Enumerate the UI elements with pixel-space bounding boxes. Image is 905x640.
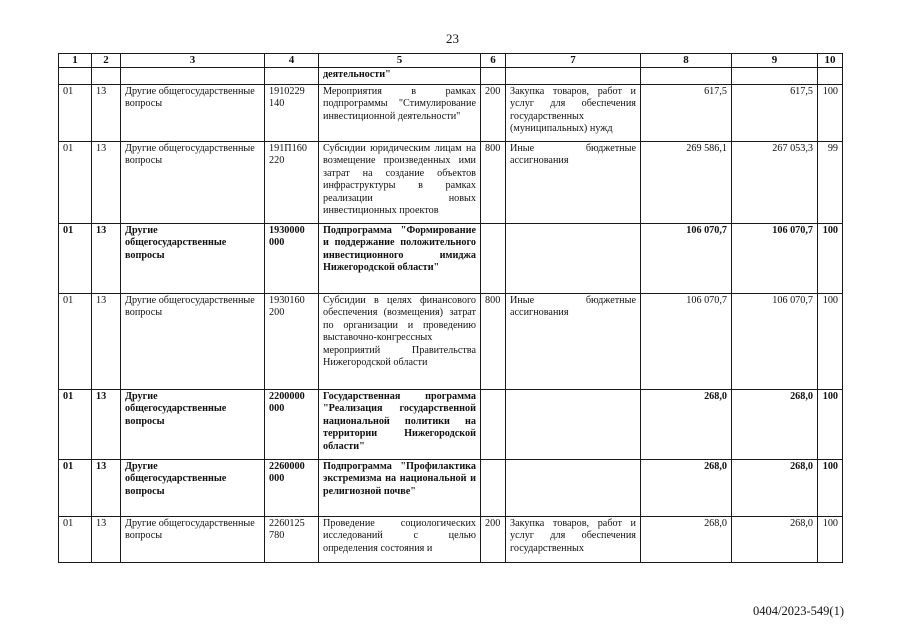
approved-amount-cell: 106 070,7 (641, 294, 732, 390)
subsection-code-cell: 13 (92, 224, 121, 294)
execution-percent-cell: 100 (818, 294, 843, 390)
expense-type-name-cell (506, 68, 641, 85)
document-number: 0404/2023-549(1) (753, 604, 844, 618)
expense-type-code-cell (481, 390, 506, 460)
column-header-6: 6 (481, 54, 506, 68)
column-header-1: 1 (59, 54, 92, 68)
table-row (59, 68, 843, 85)
section-code-cell: 01 (59, 460, 92, 517)
target-article-code-cell: 2260000 000 (265, 460, 319, 517)
article-name-cell: Мероприятия в рамках подпрограммы "Стимулирование инвестиционной деятельности" (319, 85, 481, 142)
approved-amount-cell: 269 586,1 (641, 142, 732, 224)
column-header-8: 8 (641, 54, 732, 68)
section-name-cell: Другие общегосударственные вопросы (121, 460, 265, 517)
section-name-cell: Другие общегосударственные вопросы (121, 85, 265, 142)
section-name-cell: Другие общегосударственные вопросы (121, 390, 265, 460)
page-number: 23 (446, 31, 459, 46)
subsection-code-cell: 13 (92, 460, 121, 517)
table-row (59, 390, 843, 460)
execution-percent-cell: 100 (818, 460, 843, 517)
execution-percent-cell: 100 (818, 517, 843, 563)
expense-type-code-cell (481, 68, 506, 85)
table-row (59, 224, 843, 294)
table-row (59, 294, 843, 390)
table-row (59, 517, 843, 563)
execution-percent-cell: 99 (818, 142, 843, 224)
target-article-code-cell: 1910229 140 (265, 85, 319, 142)
article-name-cell: Субсидии юридическим лицам на возмещение произведенных ими затрат на создание объектов инфраструктуры в рамках реализации новых инвестиционных проектов (319, 142, 481, 224)
section-name-cell: Другие общегосударственные вопросы (121, 517, 265, 563)
execution-percent-cell: 100 (818, 224, 843, 294)
approved-amount-cell: 268,0 (641, 460, 732, 517)
expense-type-name-cell (506, 224, 641, 294)
section-code-cell: 01 (59, 224, 92, 294)
executed-amount-cell: 106 070,7 (732, 224, 818, 294)
article-name-cell: Подпрограмма "Формирование и поддержание положительного инвестиционного имиджа Нижегородской области" (319, 224, 481, 294)
target-article-code-cell (265, 68, 319, 85)
expense-type-code-cell (481, 224, 506, 294)
table-row (59, 460, 843, 517)
execution-percent-cell (818, 68, 843, 85)
column-header-9: 9 (732, 54, 818, 68)
expense-type-name-cell (506, 390, 641, 460)
subsection-code-cell: 13 (92, 85, 121, 142)
executed-amount-cell: 106 070,7 (732, 294, 818, 390)
budget-table (58, 53, 843, 563)
section-code-cell: 01 (59, 390, 92, 460)
executed-amount-cell: 267 053,3 (732, 142, 818, 224)
section-code-cell: 01 (59, 85, 92, 142)
column-header-7: 7 (506, 54, 641, 68)
section-code-cell (59, 68, 92, 85)
expense-type-name-cell (506, 460, 641, 517)
section-name-cell: Другие общегосударственные вопросы (121, 224, 265, 294)
executed-amount-cell: 617,5 (732, 85, 818, 142)
target-article-code-cell: 1930000 000 (265, 224, 319, 294)
column-header-4: 4 (265, 54, 319, 68)
expense-type-name-cell: Иные бюджетные ассигнования (506, 142, 641, 224)
header-row (59, 54, 843, 68)
column-header-2: 2 (92, 54, 121, 68)
expense-type-name-cell: Иные бюджетные ассигнования (506, 294, 641, 390)
executed-amount-cell: 268,0 (732, 390, 818, 460)
expense-type-code-cell: 200 (481, 85, 506, 142)
table-row (59, 85, 843, 142)
table-row (59, 142, 843, 224)
section-code-cell: 01 (59, 294, 92, 390)
expense-type-code-cell (481, 460, 506, 517)
approved-amount-cell (641, 68, 732, 85)
subsection-code-cell: 13 (92, 390, 121, 460)
section-name-cell: Другие общегосударственные вопросы (121, 294, 265, 390)
executed-amount-cell (732, 68, 818, 85)
article-name-cell: Подпрограмма "Профилактика экстремизма на национальной и религиозной почве" (319, 460, 481, 517)
subsection-code-cell: 13 (92, 517, 121, 563)
approved-amount-cell: 617,5 (641, 85, 732, 142)
article-name-cell: Субсидии в целях финансового обеспечения (возмещения) затрат по организации и проведению выставочно-конгрессных мероприятий Правительства Нижегородской области (319, 294, 481, 390)
approved-amount-cell: 106 070,7 (641, 224, 732, 294)
section-name-cell (121, 68, 265, 85)
expense-type-code-cell: 800 (481, 294, 506, 390)
expense-type-name-cell: Закупка товаров, работ и услуг для обеспечения государственных (506, 517, 641, 563)
execution-percent-cell: 100 (818, 390, 843, 460)
column-header-10: 10 (818, 54, 843, 68)
target-article-code-cell: 1930160 200 (265, 294, 319, 390)
approved-amount-cell: 268,0 (641, 390, 732, 460)
executed-amount-cell: 268,0 (732, 517, 818, 563)
column-header-3: 3 (121, 54, 265, 68)
target-article-code-cell: 191П160 220 (265, 142, 319, 224)
section-code-cell: 01 (59, 142, 92, 224)
expense-type-code-cell: 800 (481, 142, 506, 224)
subsection-code-cell: 13 (92, 142, 121, 224)
section-code-cell: 01 (59, 517, 92, 563)
article-name-cell: деятельности" (319, 68, 481, 85)
subsection-code-cell: 13 (92, 294, 121, 390)
section-name-cell: Другие общегосударственные вопросы (121, 142, 265, 224)
executed-amount-cell: 268,0 (732, 460, 818, 517)
target-article-code-cell: 2260125 780 (265, 517, 319, 563)
target-article-code-cell: 2200000 000 (265, 390, 319, 460)
subsection-code-cell (92, 68, 121, 85)
expense-type-code-cell: 200 (481, 517, 506, 563)
article-name-cell: Проведение социологических исследований с целью определения состояния и (319, 517, 481, 563)
column-header-5: 5 (319, 54, 481, 68)
execution-percent-cell: 100 (818, 85, 843, 142)
article-name-cell: Государственная программа "Реализация государственной национальной политики на территории Нижегородской области" (319, 390, 481, 460)
approved-amount-cell: 268,0 (641, 517, 732, 563)
table-body (59, 68, 843, 563)
expense-type-name-cell: Закупка товаров, работ и услуг для обеспечения государственных (муниципальных) нужд (506, 85, 641, 142)
